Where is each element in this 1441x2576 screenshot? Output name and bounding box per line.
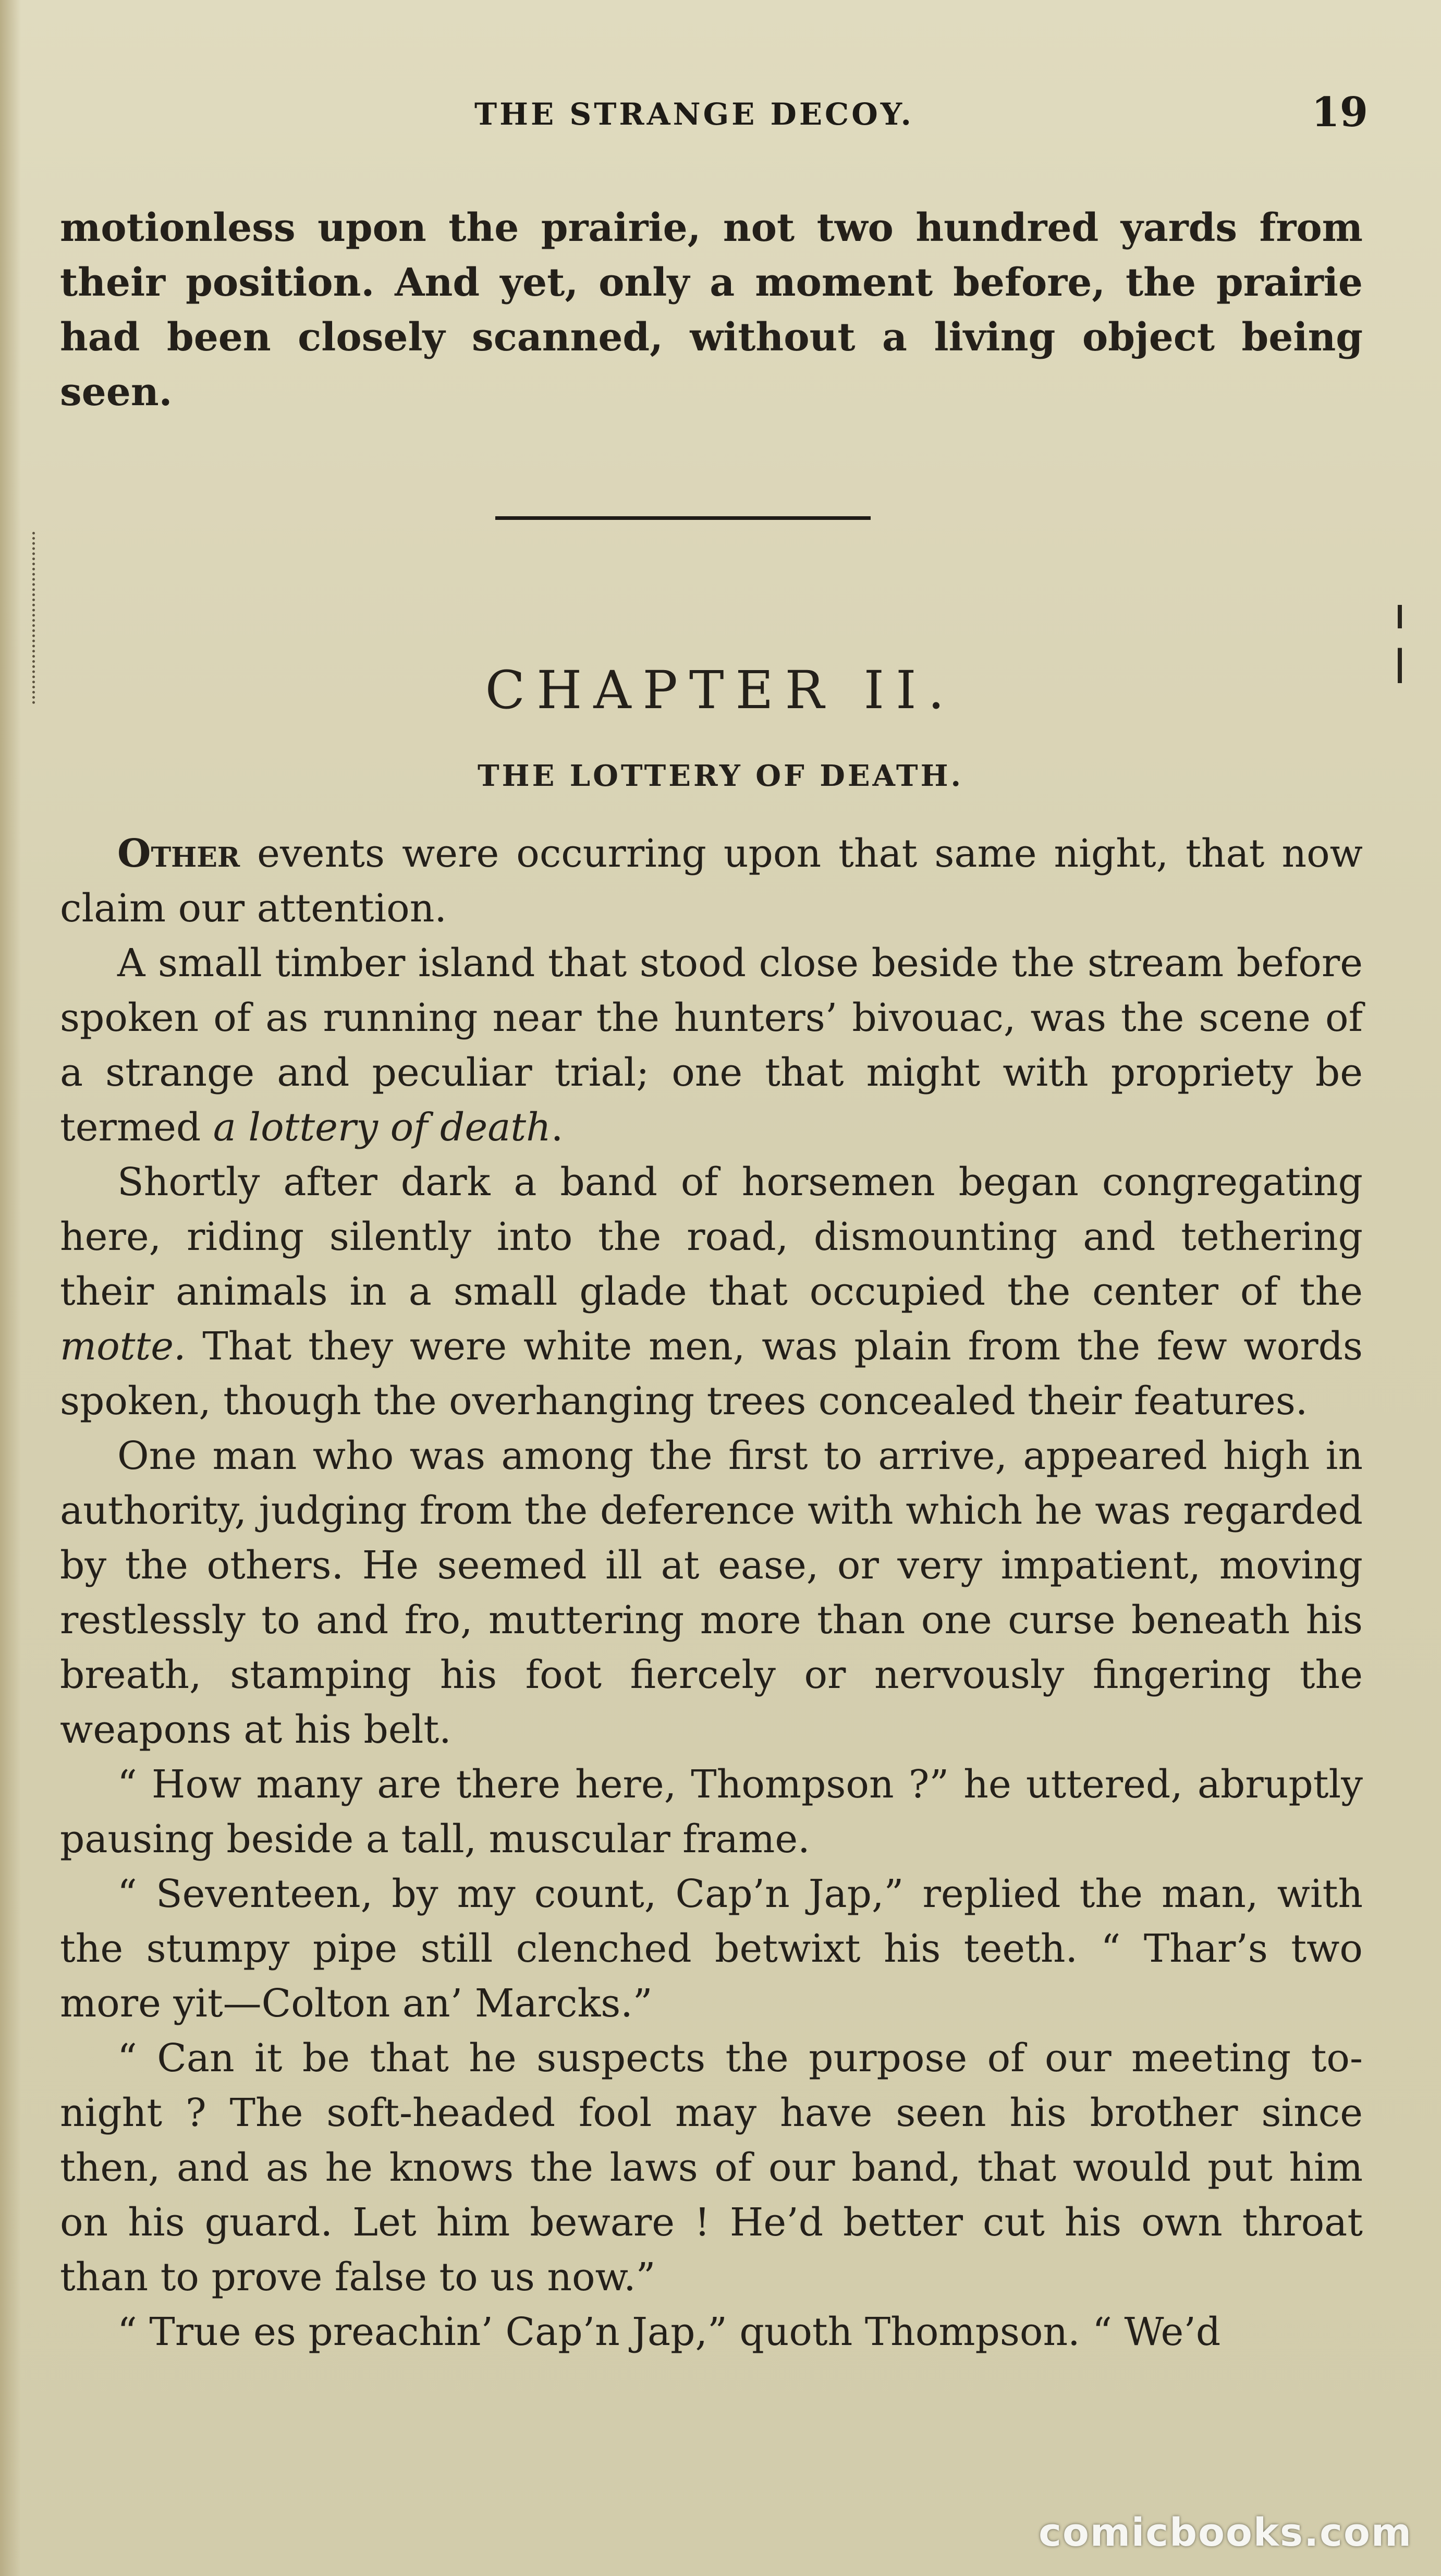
paragraph-text: One man who was among the first to arrive, appeared high in authority, judging from the deference with which he was regarded by the others. He seemed ill at ease, or very impatient, moving restlessly to and fro, muttering more than one curse beneath his breath, stamping his foot fiercely or nervously fingering the weapons at his belt. xyxy=(60,1433,1363,1752)
paragraph xyxy=(60,2305,1363,2360)
paragraph xyxy=(60,1757,1363,1867)
paragraph-text: “ True es preachin’ Cap’n Jap,” quoth Thompson. “ We’d xyxy=(117,2310,1221,2354)
section-rule xyxy=(495,516,871,520)
paragraph-text: “ Can it be that he suspects the purpose of our meeting to-night ? The soft-headed fool may have seen his brother since then, and as he knows the laws of our band, that would put him on his guard. Let him beware ! He’d better cut his own throat than to prove false to us now.” xyxy=(60,2036,1363,2300)
paragraph-lead-word: Other xyxy=(117,831,240,876)
paragraph xyxy=(60,827,1363,936)
continuation-paragraph xyxy=(60,201,1363,420)
page-edge-shadow xyxy=(0,0,21,2576)
paragraph-text: Shortly after dark a band of horsemen began congregating here, riding silently into the road, dismounting and tethering their animals in a small glade that occupied the center of the xyxy=(60,1160,1363,1314)
paragraph-text-after: . xyxy=(551,1105,564,1150)
paragraph xyxy=(60,1867,1363,2031)
paragraph-text: “ How many are there here, Thompson ?” he uttered, abruptly pausing beside a tall, muscular frame. xyxy=(60,1762,1363,1862)
page-number: 19 xyxy=(1311,89,1368,136)
paragraph xyxy=(60,1155,1363,1429)
paragraph-text: A small timber island that stood close beside the stream before spoken of as running near the hunters’ bivouac, was the scene of a strange and peculiar trial; one that might with propriety be termed xyxy=(60,941,1363,1150)
chapter-heading: CHAPTER II. xyxy=(485,660,956,721)
paragraph-text: “ Seventeen, by my count, Cap’n Jap,” replied the man, with the stumpy pipe still clenched betwixt his teeth. “ Thar’s two more yit—Colton an’ Marcks.” xyxy=(60,1872,1363,2026)
paragraph xyxy=(60,2031,1363,2305)
paragraph-text-after: That they were white men, was plain from the few words spoken, though the overhanging trees concealed their features. xyxy=(60,1324,1363,1424)
paragraph-text: events were occurring upon that same night, that now claim our attention. xyxy=(60,831,1363,931)
continuation-text: motionless upon the prairie, not two hundred yards from their position. And yet, only a moment before, the prairie had been closely scanned, without a living object being seen. xyxy=(60,205,1363,415)
chapter-body xyxy=(60,827,1363,2360)
paragraph xyxy=(60,1429,1363,1757)
paragraph xyxy=(60,936,1363,1155)
running-head xyxy=(0,89,1441,136)
italic-phrase: a lottery of death xyxy=(213,1105,551,1150)
chapter-subtitle: THE LOTTERY OF DEATH. xyxy=(478,759,963,793)
italic-phrase: motte. xyxy=(60,1324,186,1369)
watermark: comicbooks.com xyxy=(1039,2510,1412,2555)
running-title: THE STRANGE DECOY. xyxy=(474,96,914,132)
